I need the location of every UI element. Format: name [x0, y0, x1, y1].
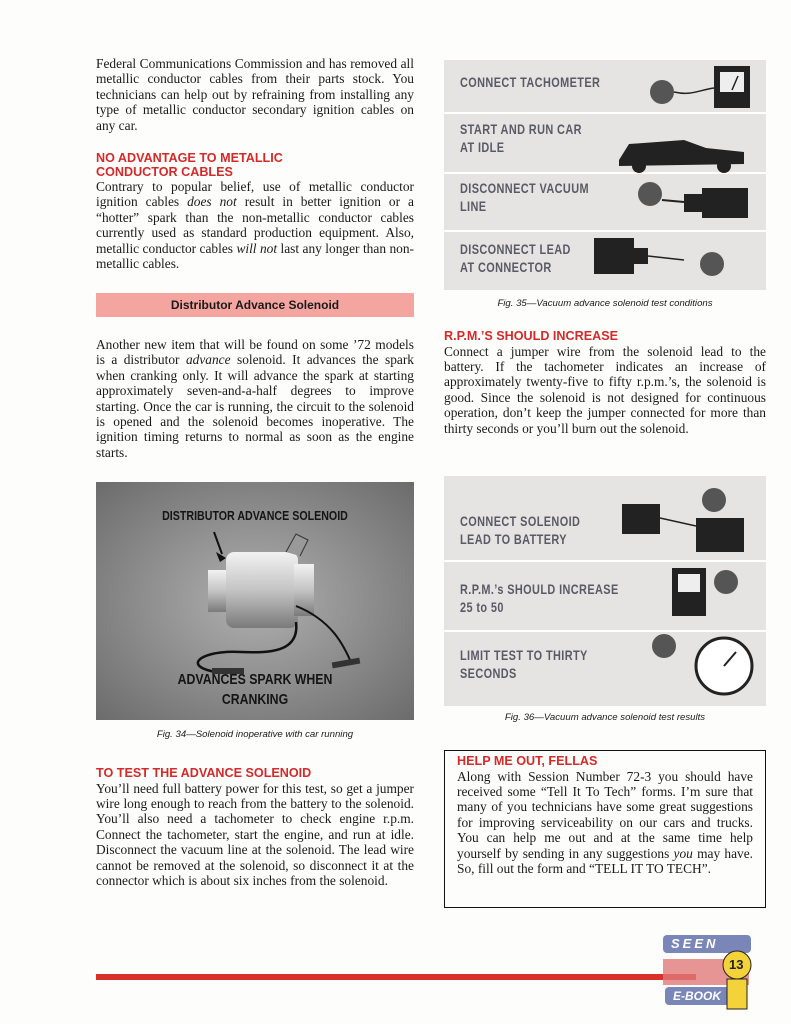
page-number: 13 — [729, 957, 744, 972]
footer-rule — [96, 974, 696, 980]
solenoid-paragraph: Another new item that will be found on some ’72 models is a distributor advance solenoid. It advances the spark when cranking only. It will advance the spark at starting approximately seven-and-a-half degrees to improve starting. Once the car is running, the circuit to the solenoid is opened and the solenoid becomes inoperative. The ignition timing returns to normal as soon as the engine starts. — [96, 337, 414, 460]
fig35-caption: Fig. 35—Vacuum advance solenoid test conditions — [497, 298, 713, 309]
photo-bottom-label: ADVANCES SPARK WHEN CRANKING — [177, 671, 333, 708]
heading-help: HELP ME OUT, FELLAS — [457, 754, 598, 768]
fig36-caption: Fig. 36—Vacuum advance solenoid test results — [504, 712, 706, 723]
publisher-logo — [663, 935, 763, 1015]
heading-rpm: R.P.M.’S SHOULD INCREASE — [444, 329, 619, 343]
solenoid-photo — [96, 482, 414, 720]
fig36-illustrations — [444, 476, 766, 706]
heading-to-test: TO TEST THE ADVANCE SOLENOID — [96, 766, 312, 780]
fig36-step-3-text: LIMIT TEST TO THIRTY SECONDS — [460, 647, 588, 681]
heading-no-advantage: NO ADVANTAGE TO METALLIC CONDUCTOR CABLES — [96, 151, 283, 179]
test-paragraph: You’ll need full battery power for this test, so get a jumper wire long enough to reach from the battery to the solenoid. You’ll also need a tachometer to check engine r.p.m. Connect the tachometer, start the engine, and run at idle. Disconnect the vacuum line at the solenoid. The lead wire cannot be removed at the solenoid, so disconnect it at the connector which is about six inches from the solenoid. — [96, 780, 414, 888]
metallic-paragraph: Contrary to popular belief, use of metallic conductor ignition cables does not result in better ignition or a “hotter” spark than the non-metallic conductor cables currently used as standard production equipment. Also, metallic conductor cables will not last any longer than non-metallic cables. — [96, 179, 414, 272]
fig36-step-2-text: R.P.M.’s SHOULD INCREASE 25 to 50 — [460, 581, 619, 615]
section-metallic — [96, 152, 414, 271]
help-paragraph: Along with Session Number 72-3 you should have received some “Tell It To Tech” forms. I’m sure that many of you technicians have some great suggestions for improving serviceability on our cars and trucks. You can help me out and at the same time help yourself by sending in any suggestions you may have. So, fill out the form and “TELL IT TO TECH”. — [457, 768, 754, 876]
fig35-step-1-text: CONNECT TACHOMETER — [460, 74, 601, 90]
section-rpm — [444, 330, 766, 436]
fig35-panel — [444, 60, 766, 290]
section-banner: Distributor Advance Solenoid — [96, 293, 414, 317]
fig36-step-1-text: CONNECT SOLENOID LEAD TO BATTERY — [460, 513, 581, 547]
fig35-illustrations — [444, 60, 766, 290]
section-test — [96, 767, 414, 888]
logo-text-bottom: E-BOOK — [673, 989, 721, 1003]
logo-text-top: SEEN — [671, 936, 719, 951]
fig35-step-2-text: START AND RUN CAR AT IDLE — [460, 121, 582, 155]
intro-paragraph: Federal Communications Commission and has removed all metallic conductor cables from their parts stock. You technicians can help out by refraining from installing any type of metallic conductor secondary ignition cables on any car. — [96, 56, 414, 133]
fig36-panel — [444, 476, 766, 706]
left-intro — [96, 56, 414, 133]
fig35-step-3-text: DISCONNECT VACUUM LINE — [460, 180, 589, 214]
section-solenoid — [96, 337, 414, 460]
fig34-caption: Fig. 34—Solenoid inoperative with car running — [156, 729, 354, 740]
help-box — [444, 750, 766, 908]
photo-top-label: DISTRIBUTOR ADVANCE SOLENOID — [162, 508, 348, 523]
fig35-step-4-text: DISCONNECT LEAD AT CONNECTOR — [460, 241, 571, 275]
rpm-paragraph: Connect a jumper wire from the solenoid lead to the battery. If the tachometer indicates an increase of approximately twenty-five to fifty r.p.m.’s, the solenoid is good. Since the solenoid is not designed for continuous operation, don’t keep the jumper connected for more than thirty seconds or you’ll burn out the solenoid. — [444, 343, 766, 436]
